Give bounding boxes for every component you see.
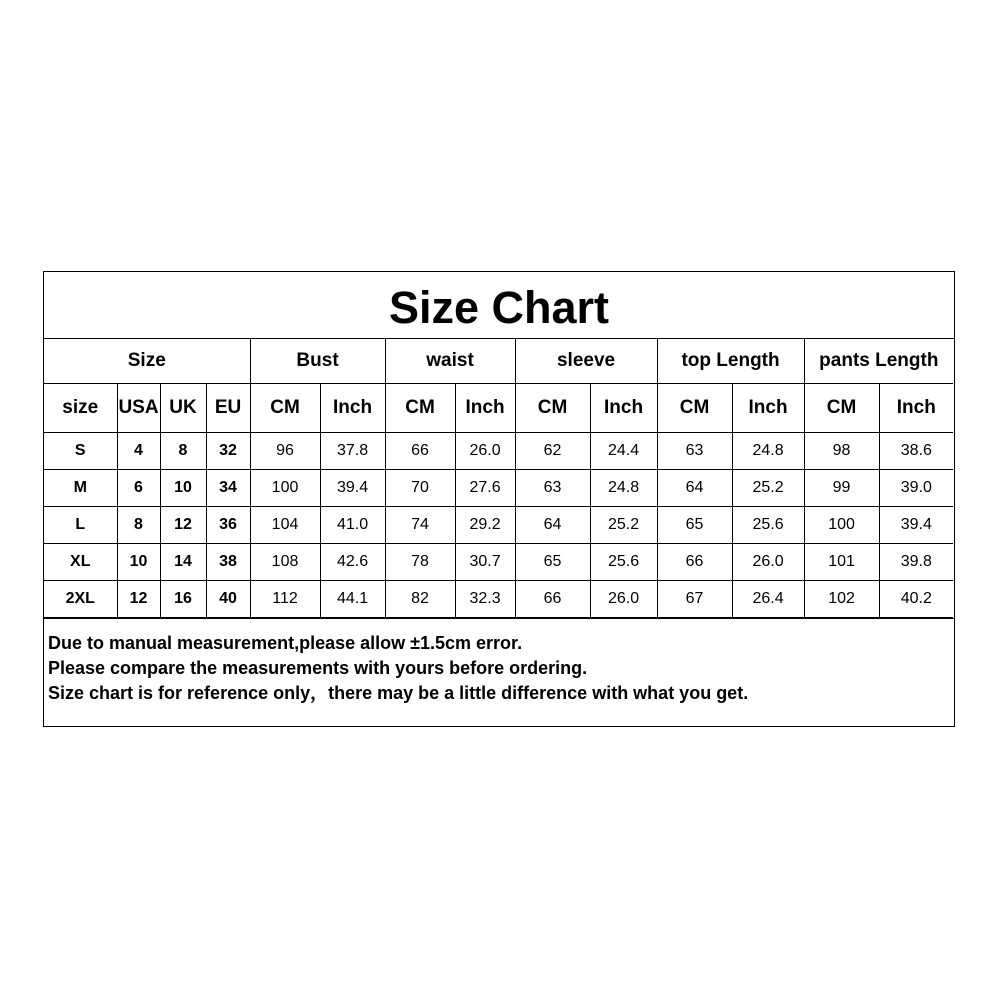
table-cell: 30.7 <box>455 544 515 581</box>
group-sleeve: sleeve <box>515 339 657 384</box>
unit-header: Inch <box>732 384 804 433</box>
table-cell: 67 <box>657 581 732 618</box>
group-bust: Bust <box>250 339 385 384</box>
table-cell: 8 <box>160 433 206 470</box>
chart-title: Size Chart <box>44 272 954 339</box>
table-cell: 36 <box>206 507 250 544</box>
table-cell: 27.6 <box>455 470 515 507</box>
group-top-length: top Length <box>657 339 804 384</box>
table-cell: 78 <box>385 544 455 581</box>
table-cell: 38 <box>206 544 250 581</box>
table-cell: 12 <box>160 507 206 544</box>
table-cell: 24.8 <box>590 470 657 507</box>
table-cell: 40 <box>206 581 250 618</box>
table-cell: 42.6 <box>320 544 385 581</box>
note-line: Due to manual measurement,please allow ±1.5cm error. <box>48 633 523 653</box>
unit-header: Inch <box>879 384 953 433</box>
table-cell: 104 <box>250 507 320 544</box>
table-cell: 62 <box>515 433 590 470</box>
table-cell: 39.0 <box>879 470 953 507</box>
table-cell: 10 <box>117 544 160 581</box>
table-cell: 16 <box>160 581 206 618</box>
table-cell: 101 <box>804 544 879 581</box>
group-waist: waist <box>385 339 515 384</box>
unit-header: CM <box>657 384 732 433</box>
size-table <box>44 339 953 618</box>
table-cell: 98 <box>804 433 879 470</box>
table-cell: 25.2 <box>590 507 657 544</box>
table-cell: 41.0 <box>320 507 385 544</box>
note-line: Size chart is for reference only，there may be a little difference with what you get. <box>48 683 749 703</box>
table-cell: 39.4 <box>320 470 385 507</box>
table-cell: 32 <box>206 433 250 470</box>
table-cell: 112 <box>250 581 320 618</box>
notes <box>44 618 954 706</box>
table-cell: 26.0 <box>455 433 515 470</box>
table-cell: 64 <box>515 507 590 544</box>
table-cell: 4 <box>117 433 160 470</box>
table-cell: 66 <box>515 581 590 618</box>
table-cell: 102 <box>804 581 879 618</box>
table-cell: 39.4 <box>879 507 953 544</box>
table-row <box>44 581 953 618</box>
table-cell: 100 <box>250 470 320 507</box>
table-cell: 99 <box>804 470 879 507</box>
table-cell: 65 <box>657 507 732 544</box>
group-pants-length: pants Length <box>804 339 953 384</box>
unit-header: Inch <box>455 384 515 433</box>
table-cell: 26.0 <box>732 544 804 581</box>
unit-header: CM <box>385 384 455 433</box>
table-cell: M <box>44 470 117 507</box>
table-cell: 2XL <box>44 581 117 618</box>
table-cell: L <box>44 507 117 544</box>
table-cell: 10 <box>160 470 206 507</box>
table-row <box>44 507 953 544</box>
table-cell: 26.4 <box>732 581 804 618</box>
unit-header: EU <box>206 384 250 433</box>
table-cell: 66 <box>657 544 732 581</box>
table-cell: XL <box>44 544 117 581</box>
table-cell: 25.2 <box>732 470 804 507</box>
table-row <box>44 470 953 507</box>
table-cell: 82 <box>385 581 455 618</box>
table-cell: 63 <box>657 433 732 470</box>
unit-header: Inch <box>320 384 385 433</box>
table-cell: 96 <box>250 433 320 470</box>
table-cell: 8 <box>117 507 160 544</box>
table-cell: 39.8 <box>879 544 953 581</box>
table-cell: 14 <box>160 544 206 581</box>
table-cell: 70 <box>385 470 455 507</box>
table-cell: 63 <box>515 470 590 507</box>
table-cell: 38.6 <box>879 433 953 470</box>
unit-header: UK <box>160 384 206 433</box>
table-cell: 40.2 <box>879 581 953 618</box>
unit-header: CM <box>515 384 590 433</box>
unit-header: CM <box>804 384 879 433</box>
table-cell: 108 <box>250 544 320 581</box>
table-row <box>44 433 953 470</box>
table-cell: 44.1 <box>320 581 385 618</box>
table-cell: 24.4 <box>590 433 657 470</box>
table-row <box>44 544 953 581</box>
table-cell: 25.6 <box>732 507 804 544</box>
table-cell: 26.0 <box>590 581 657 618</box>
unit-header: Inch <box>590 384 657 433</box>
table-cell: 24.8 <box>732 433 804 470</box>
unit-header: CM <box>250 384 320 433</box>
table-cell: 34 <box>206 470 250 507</box>
table-cell: 100 <box>804 507 879 544</box>
group-size: Size <box>44 339 250 384</box>
note-line: Please compare the measurements with yours before ordering. <box>48 658 588 678</box>
table-cell: 25.6 <box>590 544 657 581</box>
table-cell: S <box>44 433 117 470</box>
table-cell: 29.2 <box>455 507 515 544</box>
unit-header-row <box>44 384 953 433</box>
group-header-row <box>44 339 953 384</box>
table-cell: 12 <box>117 581 160 618</box>
table-cell: 66 <box>385 433 455 470</box>
table-cell: 37.8 <box>320 433 385 470</box>
table-cell: 65 <box>515 544 590 581</box>
table-cell: 32.3 <box>455 581 515 618</box>
table-cell: 74 <box>385 507 455 544</box>
size-chart <box>43 271 955 727</box>
table-cell: 64 <box>657 470 732 507</box>
unit-header: size <box>44 384 117 433</box>
table-cell: 6 <box>117 470 160 507</box>
unit-header: USA <box>117 384 160 433</box>
